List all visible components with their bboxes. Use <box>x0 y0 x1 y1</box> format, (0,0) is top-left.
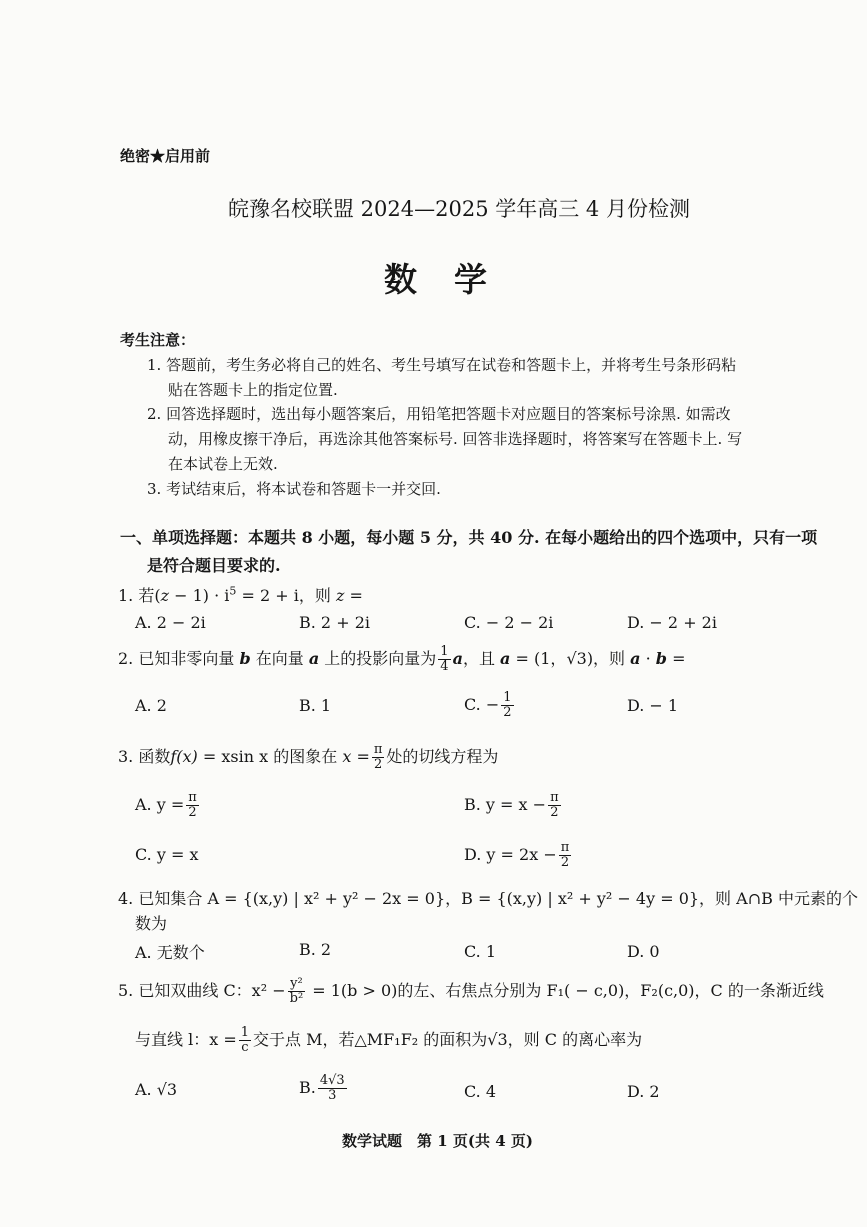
option-c: C. − $\frac{1}{2}$ <box>464 690 512 720</box>
notice-item: 动，用橡皮擦干净后，再选涂其他答案标号. 回答非选择题时，将答案写在答题卡上. 写 <box>168 430 743 448</box>
notice-item: 在本试卷上无效. <box>168 455 278 473</box>
notice-heading: 考生注意： <box>120 331 196 349</box>
option-a: A. √3 <box>135 1080 178 1099</box>
question-5-stem: 5. 已知双曲线 C：x² − $\frac{\text{y²}}{\text{b²}}$ = 1(b > 0)的左、右焦点分别为 F₁( − c,0)，F₂(c,0)，C 的一条渐近线 <box>118 976 824 1006</box>
section-heading: 一、单项选择题：本题共 8 小题，每小题 5 分，共 40 分. 在每小题给出的四个选项中，只有一项 <box>120 528 818 547</box>
notice-item: 贴在答题卡上的指定位置. <box>168 381 338 399</box>
option-d: D. − 1 <box>627 696 679 715</box>
option-b: B. 2 <box>299 940 332 959</box>
option-a: A. 2 − 2i <box>135 613 206 632</box>
option-d: D. 2 <box>627 1082 660 1101</box>
option-b: B. 1 <box>299 696 332 715</box>
option-d: D. − 2 + 2i <box>627 613 717 632</box>
option-b: B. 2 + 2i <box>299 613 370 632</box>
notice-item: 2. 回答选择题时，选出每小题答案后，用铅笔把答题卡对应题目的答案标号涂黑. 如需改 <box>147 405 731 423</box>
option-b: B. $\frac{4√3}{3}$ <box>299 1073 345 1103</box>
notice-item: 3. 考试结束后，将本试卷和答题卡一并交回. <box>147 480 441 498</box>
option-d: D. y = 2x − $\frac{\pi}{2}$ <box>464 840 570 870</box>
option-c: C. y = x <box>135 845 199 864</box>
question-4-stem: 4. 已知集合 A = {(x,y) | x² + y² − 2x = 0}，B = {(x,y) | x² + y² − 4y = 0}，则 A∩B 中元素的个 <box>118 889 858 908</box>
question-1-stem: 1. 若$(z - 1) \cdot i^5 = 2 + i$，则 z = <box>118 584 363 605</box>
page-footer: 数学试题 第 1 页(共 4 页) <box>342 1132 533 1150</box>
option-c: C. − 2 − 2i <box>464 613 554 632</box>
question-5-stem-cont: 与直线 l：x = $\frac{1}{c}$ 交于点 M，若△MF₁F₂ 的面积为√3，则 C 的离心率为 <box>135 1025 643 1055</box>
option-d: D. 0 <box>627 942 660 961</box>
notice-item: 1. 答题前，考生务必将自己的姓名、考生号填写在试卷和答题卡上，并将考生号条形码粘 <box>147 356 737 374</box>
question-3-stem: 3. 函数f(x) = xsin x 的图象在 x = $\frac{\pi}{2}$ 处的切线方程为 <box>118 742 499 772</box>
option-c: C. 4 <box>464 1082 497 1101</box>
question-2-stem: 2. 已知非零向量 b 在向量 a 上的投影向量为 $\frac{1}{4}$ a，且 a = (1，√3)，则 a · b = <box>118 644 686 674</box>
question-4-stem-cont: 数为 <box>135 914 168 933</box>
exam-title: 皖豫名校联盟 2024—2025 学年高三 4 月份检测 <box>228 197 690 221</box>
option-a: A. y = $\frac{\pi}{2}$ <box>135 790 197 820</box>
subject-title: 数 学 <box>384 260 489 299</box>
option-a: A. 无数个 <box>135 943 205 962</box>
option-a: A. 2 <box>135 696 167 715</box>
option-b: B. y = x − $\frac{\pi}{2}$ <box>464 790 559 820</box>
option-c: C. 1 <box>464 942 497 961</box>
secret-label: 绝密★启用前 <box>120 147 211 165</box>
section-heading-cont: 是符合题目要求的. <box>147 556 281 575</box>
